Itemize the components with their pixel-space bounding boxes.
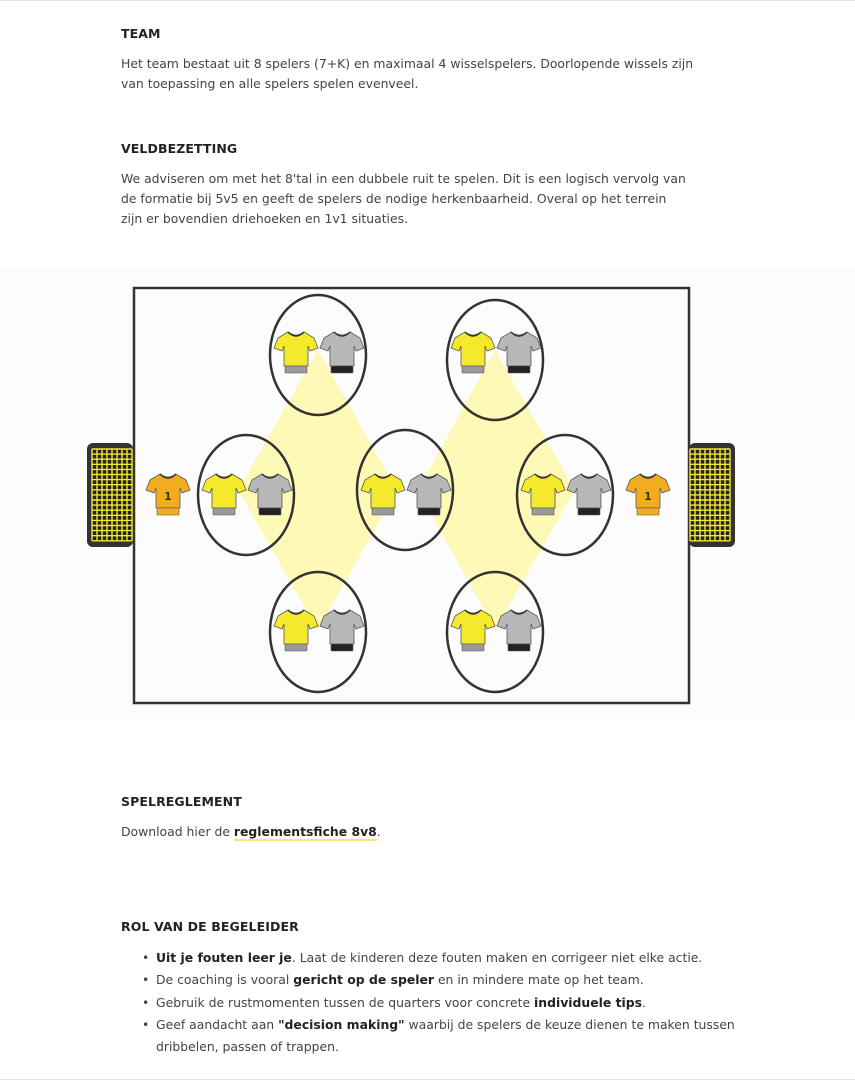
keeper-number: 1	[164, 490, 172, 503]
rol-item	[140, 1014, 740, 1059]
rol-item-text: De coaching is vooral	[156, 972, 294, 988]
team-heading: TEAM	[121, 26, 161, 41]
shorts	[157, 508, 179, 515]
team-text: Het team bestaat uit 8 spelers (7+K) en maximaal 4 wisselspelers. Doorlopende wissels zijn van toepassing en alle spelers spelen evenveel.	[121, 56, 694, 91]
formation-diagram	[0, 268, 855, 718]
download-prefix: Download hier de	[121, 824, 234, 839]
rol-item-text: . Laat de kinderen deze fouten maken en corrigeer niet elke actie.	[291, 950, 703, 965]
rol-item-text: Geef aandacht aan	[156, 1016, 279, 1032]
rol-item-text: en in mindere mate op het team.	[434, 972, 644, 988]
shorts	[372, 508, 394, 515]
shorts	[578, 508, 600, 515]
rol-item-strong: individuele tips	[534, 994, 643, 1010]
bullet: •	[142, 972, 150, 988]
rol-heading: ROL VAN DE BEGELEIDER	[121, 919, 299, 934]
rol-item-text: .	[642, 994, 646, 1010]
spelreglement-text	[121, 822, 701, 842]
rol-item	[140, 947, 740, 969]
bottom-divider	[0, 1079, 855, 1080]
rol-item-text: waarbij de spelers de keuze dienen te maken tussen dribbelen, passen of trappen.	[156, 1016, 735, 1055]
rol-list	[140, 947, 740, 1058]
veldbezetting-text: We adviseren om met het 8'tal in een dubbele ruit te spelen. Dit is een logisch vervolg van de formatie bij 5v5 en geeft de spelers de nodige herkenbaarheid. Overal op het terrein zijn er bovendien driehoeken en 1v1 situaties.	[121, 171, 686, 226]
shorts	[418, 508, 440, 515]
rol-item	[140, 969, 740, 991]
rol-item-strong: "decision making"	[278, 1016, 405, 1032]
reglementsfiche-link[interactable]: reglementsfiche 8v8	[233, 824, 377, 839]
rol-item-text: Gebruik de rustmomenten tussen de quarters voor concrete	[156, 994, 535, 1010]
bullet: •	[142, 994, 150, 1010]
keeper-number: 1	[644, 490, 652, 503]
veldbezetting-heading: VELDBEZETTING	[121, 141, 238, 156]
top-divider	[0, 0, 855, 1]
shorts	[285, 366, 307, 373]
bullet: •	[142, 950, 150, 965]
goal	[689, 443, 735, 547]
shorts	[259, 508, 281, 515]
shorts	[331, 366, 353, 373]
rol-item-strong: Uit je fouten leer je	[156, 950, 292, 965]
shorts	[285, 644, 307, 651]
shorts	[508, 366, 530, 373]
shorts	[331, 644, 353, 651]
shorts	[462, 644, 484, 651]
rol-item	[140, 992, 740, 1014]
shorts	[637, 508, 659, 515]
spelreglement-heading: SPELREGLEMENT	[121, 794, 242, 809]
shorts	[462, 366, 484, 373]
shorts	[213, 508, 235, 515]
bullet: •	[142, 1016, 150, 1032]
shorts	[508, 644, 530, 651]
download-suffix: .	[376, 824, 381, 839]
goal	[87, 443, 133, 547]
shorts	[532, 508, 554, 515]
rol-item-strong: gericht op de speler	[293, 972, 434, 988]
